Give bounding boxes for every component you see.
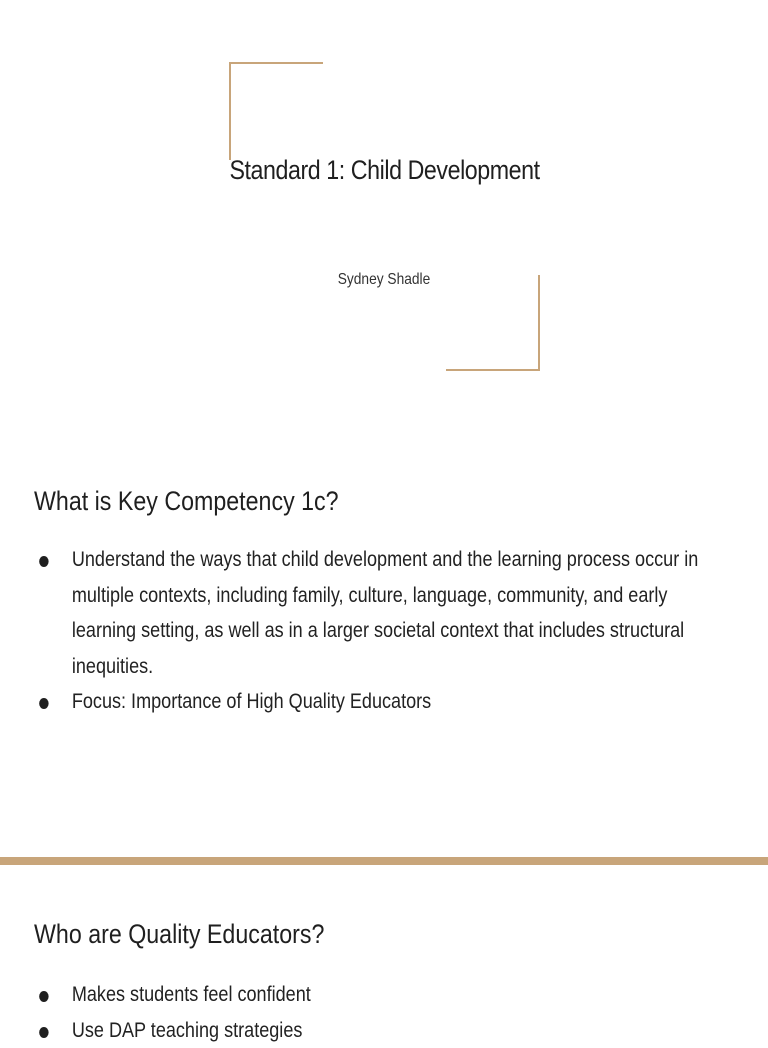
corner-frame-bottom-right bbox=[446, 275, 540, 371]
slide-divider bbox=[0, 857, 768, 865]
bullet-dot-icon bbox=[39, 556, 48, 567]
bullet-text: Use DAP teaching strategies bbox=[72, 1019, 303, 1042]
bullet-item bbox=[34, 542, 722, 684]
bullet-dot-icon bbox=[39, 991, 48, 1002]
bullet-list bbox=[34, 542, 722, 720]
bullet-text: Makes students feel confident bbox=[72, 983, 311, 1006]
bullet-item bbox=[34, 1013, 722, 1048]
slide-heading: Who are Quality Educators? bbox=[34, 919, 324, 950]
bullet-text: Understand the ways that child development and the learning process occur in multiple contexts, including family, culture, language, community, and early learning setting, as well as in a larger societal context that includes structural inequities. bbox=[72, 548, 698, 678]
corner-frame-top-left bbox=[229, 62, 323, 160]
slide-title: Standard 1: Child Development bbox=[54, 155, 714, 186]
slide-author: Sydney Shadle bbox=[54, 271, 714, 289]
bullet-dot-icon bbox=[39, 1027, 48, 1038]
slide-quality-educators bbox=[0, 865, 768, 1024]
slide-heading: What is Key Competency 1c? bbox=[34, 486, 339, 517]
bullet-item bbox=[34, 977, 722, 1013]
bullet-list bbox=[34, 977, 722, 1048]
slide-key-competency bbox=[0, 430, 768, 857]
title-slide bbox=[0, 0, 768, 430]
bullet-item bbox=[34, 684, 722, 720]
bullet-text: Focus: Importance of High Quality Educators bbox=[72, 690, 431, 713]
bullet-dot-icon bbox=[39, 698, 48, 709]
